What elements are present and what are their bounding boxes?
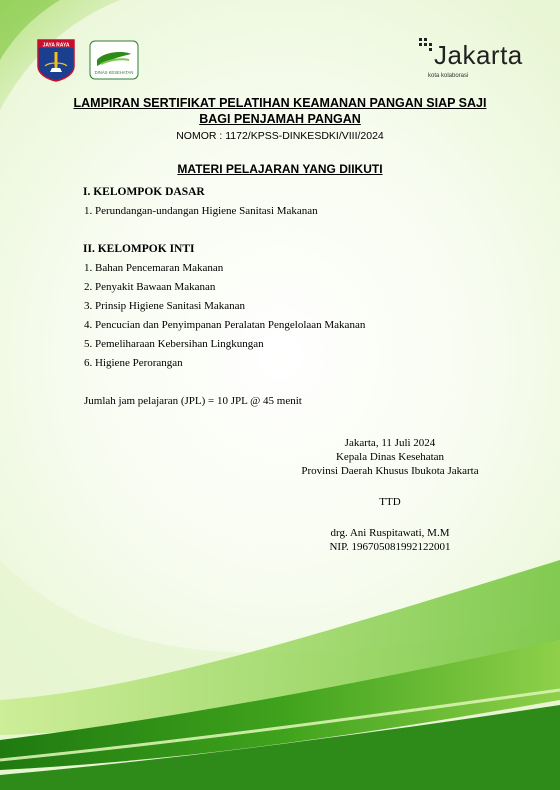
list-item: 4. Pencucian dan Penyimpanan Peralatan Pengelolaan Makanan	[84, 319, 366, 331]
list-item: 1. Bahan Pencemaran Makanan	[84, 262, 224, 274]
list-item: 6. Higiene Perorangan	[84, 357, 183, 369]
list-item: 2. Penyakit Bawaan Makanan	[84, 281, 216, 293]
jpl-summary: Jumlah jam pelajaran (JPL) = 10 JPL @ 45 menit	[84, 395, 302, 407]
list-item: 1. Perundangan-undangan Higiene Sanitasi Makanan	[84, 205, 318, 217]
jakarta-brand-mark-icon	[417, 38, 433, 68]
jakarta-tagline: kota kolaborasi	[428, 73, 469, 79]
jakarta-wordmark: Jakarta	[434, 40, 523, 70]
list-item: 5. Pemeliharaan Kebersihan Lingkungan	[84, 338, 264, 350]
header-logos	[35, 38, 139, 82]
signature-nip: NIP. 196705081992122001	[329, 541, 451, 553]
certificate-title-line1: LAMPIRAN SERTIFIKAT PELATIHAN KEAMANAN PANGAN SIAP SAJI	[73, 96, 487, 110]
kelompok-dasar-title: I. KELOMPOK DASAR	[83, 186, 205, 198]
signature-ttd: TTD	[379, 496, 401, 508]
signature-name: drg. Ani Ruspitawati, M.M	[330, 527, 450, 539]
dinas-logo-text: DINAS KESEHATAN	[94, 70, 134, 75]
emblem-text: JAYA RAYA	[42, 42, 70, 49]
jakarta-province-emblem-icon	[35, 38, 77, 82]
dinas-kesehatan-logo-icon	[89, 40, 139, 80]
list-item: 3. Prinsip Higiene Sanitasi Makanan	[84, 300, 246, 312]
signature-place-date: Jakarta, 11 Juli 2024	[344, 437, 436, 449]
signature-position: Kepala Dinas Kesehatan	[335, 451, 445, 463]
certificate-title-line2: BAGI PENJAMAH PANGAN	[199, 112, 361, 126]
signature-province: Provinsi Daerah Khusus Ibukota Jakarta	[301, 465, 479, 477]
certificate-number: NOMOR : 1172/KPSS-DINKESDKI/VIII/2024	[176, 130, 384, 142]
kelompok-inti-title: II. KELOMPOK INTI	[83, 243, 195, 255]
materi-title: MATERI PELAJARAN YANG DIIKUTI	[177, 162, 383, 176]
